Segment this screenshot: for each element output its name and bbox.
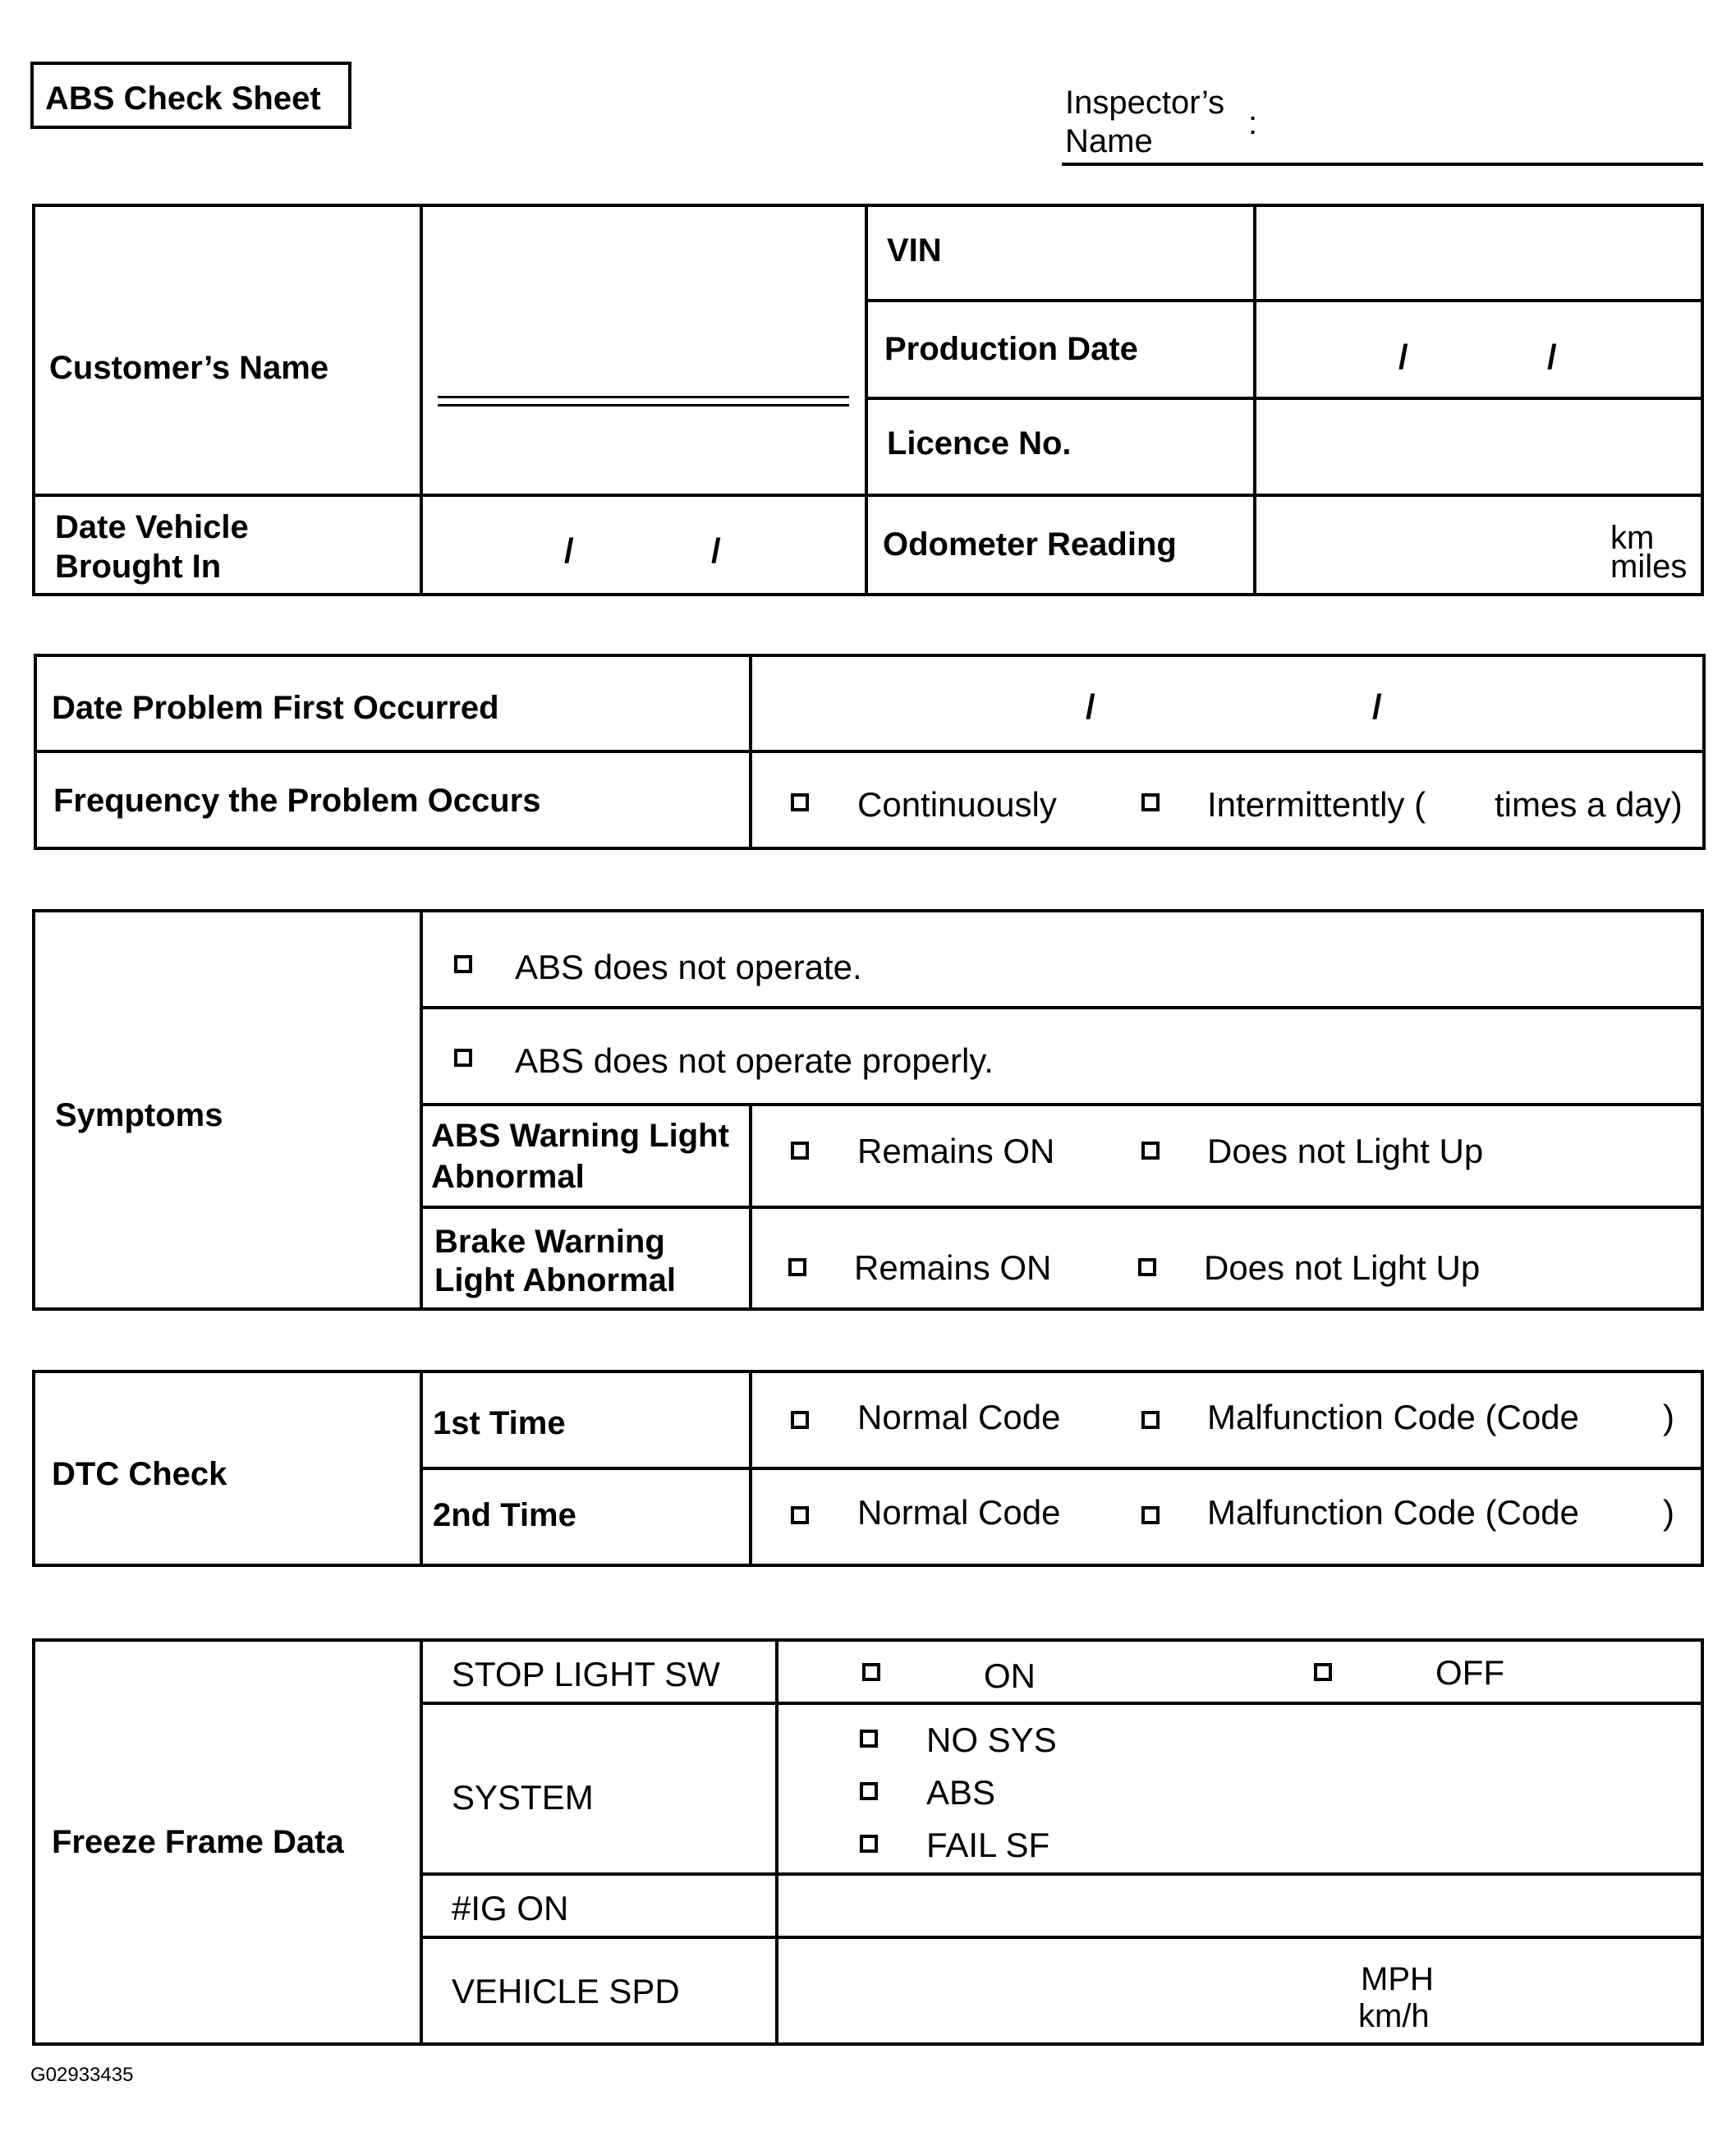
brake-warning-not-light-up-checkbox[interactable] [1138,1258,1156,1276]
system-abs-label: ABS [926,1773,996,1812]
frequency-label: Frequency the Problem Occurs [53,783,541,819]
divider [420,909,423,1311]
abs-not-operate-checkbox[interactable] [454,955,472,973]
odometer-unit-miles: miles [1610,549,1688,585]
system-no-sys-checkbox[interactable] [860,1730,878,1748]
continuously-checkbox[interactable] [791,793,809,811]
divider [420,204,423,596]
dtc-second-time-label: 2nd Time [433,1497,576,1533]
dtc-2nd-malfunction-label: Malfunction Code (Code [1207,1493,1579,1532]
dtc-2nd-normal-checkbox[interactable] [791,1506,809,1524]
divider [775,1638,778,2046]
abs-warning-remains-on-checkbox[interactable] [791,1142,809,1160]
abs-not-operate-properly-label: ABS does not operate properly. [515,1041,994,1080]
brake-warning-label-line2: Light Abnormal [434,1262,677,1298]
brake-warning-not-light-up-label: Does not Light Up [1204,1248,1481,1287]
system-fail-sf-checkbox[interactable] [860,1835,878,1853]
stop-light-sw-label: STOP LIGHT SW [452,1655,720,1693]
vehicle-spd-unit-kmh: km/h [1358,1998,1430,2034]
date-brought-label-line1: Date Vehicle [55,509,249,545]
production-date-sep: / [1547,338,1557,376]
customer-name-double-line[interactable] [438,396,849,398]
sheet-title: ABS Check Sheet [45,80,321,117]
symptoms-label: Symptoms [55,1097,223,1133]
dtc-check-label: DTC Check [52,1456,227,1492]
stop-light-on-checkbox[interactable] [862,1663,880,1681]
vehicle-info-table [32,204,1704,596]
divider [420,1638,423,2046]
production-date-label: Production Date [884,331,1138,367]
dtc-2nd-malfunction-checkbox[interactable] [1141,1506,1160,1524]
first-occurred-sep: / [1086,687,1095,726]
vehicle-spd-unit-mph: MPH [1361,1961,1434,1997]
odometer-label: Odometer Reading [883,526,1177,563]
inspector-label-line1: Inspector’s [1065,85,1225,121]
divider [420,1872,1704,1876]
system-abs-checkbox[interactable] [860,1782,878,1800]
divider [420,1103,1704,1106]
figure-id: G02933435 [30,2064,134,2086]
ig-on-label: #IG ON [452,1889,569,1927]
licence-label: Licence No. [887,425,1072,462]
brake-warning-label-line1: Brake Warning [434,1224,665,1260]
system-fail-sf-label: FAIL SF [926,1826,1050,1864]
system-no-sys-label: NO SYS [926,1721,1057,1759]
divider [32,494,1704,497]
dtc-1st-normal-checkbox[interactable] [791,1411,809,1429]
dtc-1st-malfunction-checkbox[interactable] [1141,1411,1160,1429]
abs-not-operate-label: ABS does not operate. [515,948,862,986]
continuously-label: Continuously [857,785,1057,824]
abs-warning-remains-on-label: Remains ON [857,1132,1055,1170]
vehicle-spd-label: VEHICLE SPD [452,1972,680,2010]
date-brought-sep: / [711,531,721,570]
divider [420,1206,1704,1209]
dtc-2nd-close-paren: ) [1663,1493,1674,1532]
customer-name-label: Customer’s Name [49,350,329,386]
system-label: SYSTEM [452,1778,594,1817]
divider [420,1936,1704,1939]
intermittently-label: Intermittently ( [1207,785,1426,824]
vin-label: VIN [887,232,942,269]
dtc-1st-malfunction-label: Malfunction Code (Code [1207,1398,1579,1436]
brake-warning-remains-on-label: Remains ON [854,1248,1052,1287]
stop-light-off-label: OFF [1435,1653,1504,1692]
abs-not-operate-properly-checkbox[interactable] [454,1049,472,1067]
abs-warning-label-line2: Abnormal [431,1159,585,1195]
abs-warning-label-line1: ABS Warning Light [431,1118,729,1154]
intermittently-checkbox[interactable] [1141,793,1160,811]
dtc-1st-normal-label: Normal Code [857,1398,1061,1436]
divider [420,1467,1704,1470]
divider [865,299,1704,302]
inspector-name-line[interactable] [1062,163,1703,166]
divider [865,397,1704,400]
divider [865,204,868,596]
date-brought-label-line2: Brought In [55,549,222,585]
production-date-sep: / [1398,338,1408,376]
date-brought-sep: / [564,531,574,570]
divider [1253,204,1256,596]
dtc-2nd-normal-label: Normal Code [857,1493,1061,1532]
times-a-day-label: times a day) [1495,785,1683,824]
dtc-first-time-label: 1st Time [433,1405,566,1441]
stop-light-on-label: ON [984,1656,1036,1695]
stop-light-off-checkbox[interactable] [1314,1663,1332,1681]
date-first-occurred-label: Date Problem First Occurred [52,690,499,726]
divider [420,1006,1704,1009]
dtc-1st-close-paren: ) [1663,1398,1674,1436]
first-occurred-sep: / [1372,687,1382,726]
abs-warning-not-light-up-checkbox[interactable] [1141,1142,1160,1160]
abs-warning-not-light-up-label: Does not Light Up [1207,1132,1484,1170]
freeze-frame-label: Freeze Frame Data [52,1824,344,1860]
inspector-label-line2: Name [1065,123,1153,159]
divider [420,1702,1704,1705]
odometer-unit-km: km [1610,520,1655,556]
brake-warning-remains-on-checkbox[interactable] [788,1258,806,1276]
divider [438,404,849,407]
inspector-colon: : [1248,105,1258,141]
divider [34,750,1706,753]
